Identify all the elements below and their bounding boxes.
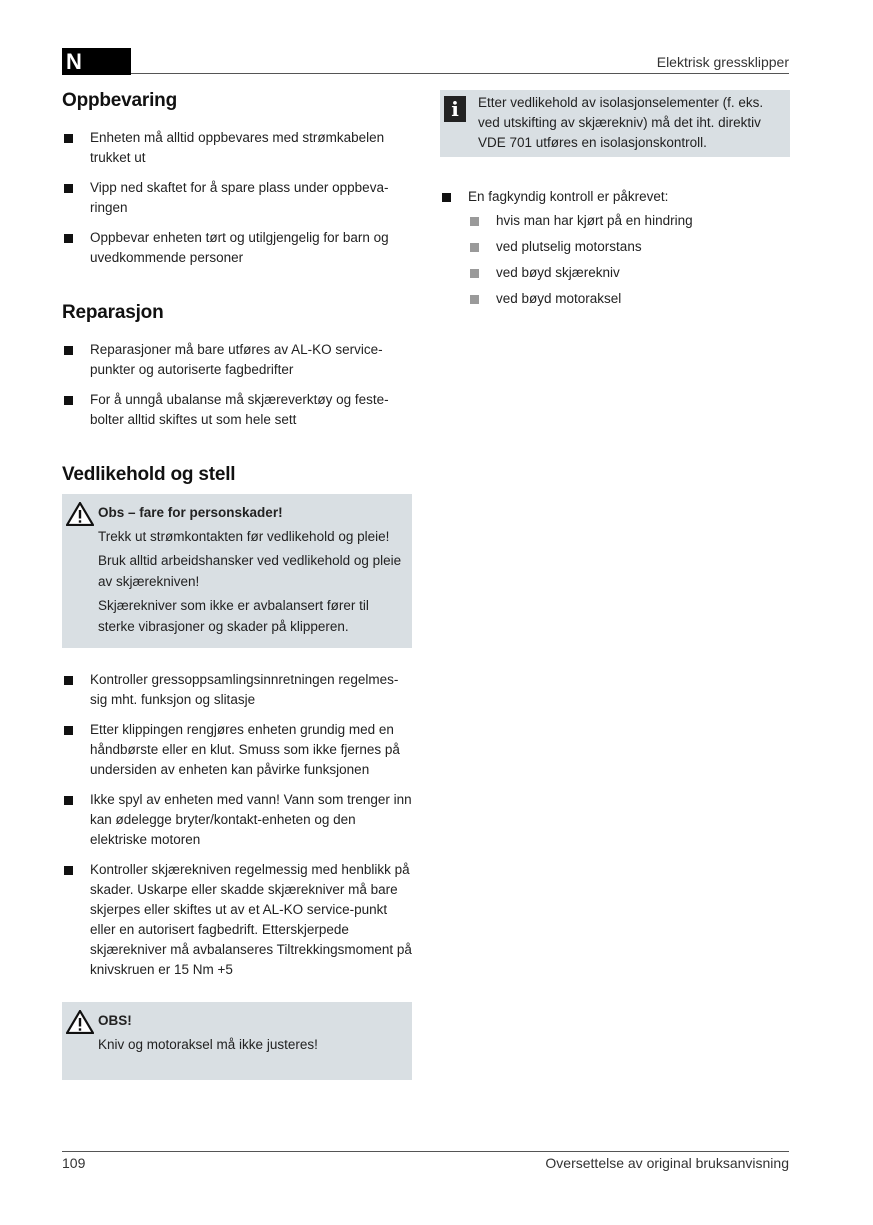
- maintenance-list: [62, 670, 412, 980]
- list-item: Reparasjoner må bare utføres av AL-KO service-punkter og autoriserte fagbedrifter: [62, 340, 412, 380]
- storage-list: [62, 128, 412, 268]
- list-item: Etter klippingen rengjøres enheten grundig med en håndbørste eller en klut. Smuss som ikke fjernes på undersiden av enheten kan påvirke funksjonen: [62, 720, 412, 780]
- notice-text: Kniv og motoraksel må ikke justeres!: [98, 1037, 318, 1052]
- sub-list-item: ved bøyd skjærekniv: [468, 263, 790, 283]
- info-icon: i: [444, 96, 466, 122]
- sub-list-item: ved bøyd motoraksel: [468, 289, 790, 309]
- footer-text: Oversettelse av original bruksanvisning: [545, 1155, 789, 1171]
- warning-title: Obs – fare for personskader!: [98, 505, 283, 520]
- list-item: Enheten må alltid oppbevares med strømkabelen trukket ut: [62, 128, 412, 168]
- warning-box: [62, 494, 412, 648]
- repair-heading: Reparasjon: [62, 302, 164, 323]
- repair-list: [62, 340, 412, 430]
- list-item: Kontroller gressoppsamlingsinnretningen regelmes-sig mht. funksjon og slitasje: [62, 670, 412, 710]
- info-text: Etter vedlikehold av isolasjonselementer (f. eks. ved utskifting av skjærekniv) må det iht. direktiv VDE 701 utføres en isolasjonskontroll.: [478, 95, 764, 150]
- warning-line: Skjærekniver som ikke er avbalansert fører til sterke vibrasjoner og skader på klipperen.: [98, 598, 369, 634]
- list-item: Vipp ned skaftet for å spare plass under oppbeva-ringen: [62, 178, 412, 218]
- info-box: [440, 90, 790, 157]
- warning-triangle-icon: [66, 1010, 94, 1034]
- storage-heading: Oppbevaring: [62, 90, 177, 111]
- warning-line: Bruk alltid arbeidshansker ved vedlikehold og pleie av skjærekniven!: [98, 553, 402, 589]
- document-title: Elektrisk gressklipper: [656, 54, 789, 70]
- list-item: [440, 187, 790, 309]
- storage-section: [62, 90, 412, 268]
- repair-section: [62, 302, 412, 430]
- warning-line: Trekk ut strømkontakten før vedlikehold og pleie!: [98, 529, 390, 544]
- list-item: Kontroller skjærekniven regelmessig med henblikk på skader. Uskarpe eller skadde skjærekniver må bare skjerpes eller skiftes ut av et AL-KO service-punkt eller en autorisert fagbedrift. Etterskjerpede skjærekniver må avbalanseres Tiltrekkingsmoment på knivskruen er 15 Nm +5: [62, 860, 412, 980]
- inspection-sublist: [468, 211, 790, 309]
- notice-title: OBS!: [98, 1013, 132, 1028]
- list-item: Oppbevar enheten tørt og utilgjengelig for barn og uvedkommende personer: [62, 228, 412, 268]
- language-badge: N: [62, 48, 131, 75]
- header-divider: [131, 73, 789, 74]
- right-column: [440, 90, 790, 319]
- sub-list-item: hvis man har kjørt på en hindring: [468, 211, 790, 231]
- maintenance-section: [62, 464, 412, 1080]
- inspection-intro: En fagkyndig kontroll er påkrevet:: [468, 189, 669, 204]
- list-item: For å unngå ubalanse må skjæreverktøy og feste-bolter alltid skiftes ut som hele sett: [62, 390, 412, 430]
- left-column: [62, 90, 412, 1114]
- footer-divider: [62, 1151, 789, 1152]
- warning-triangle-icon: [66, 502, 94, 526]
- page-number: 109: [62, 1155, 86, 1171]
- maintenance-heading: Vedlikehold og stell: [62, 464, 236, 485]
- sub-list-item: ved plutselig motorstans: [468, 237, 790, 257]
- notice-box: [62, 1002, 412, 1080]
- inspection-list: [440, 187, 790, 309]
- list-item: Ikke spyl av enheten med vann! Vann som trenger inn kan ødelegge bryter/kontakt-enheten og den elektriske motoren: [62, 790, 412, 850]
